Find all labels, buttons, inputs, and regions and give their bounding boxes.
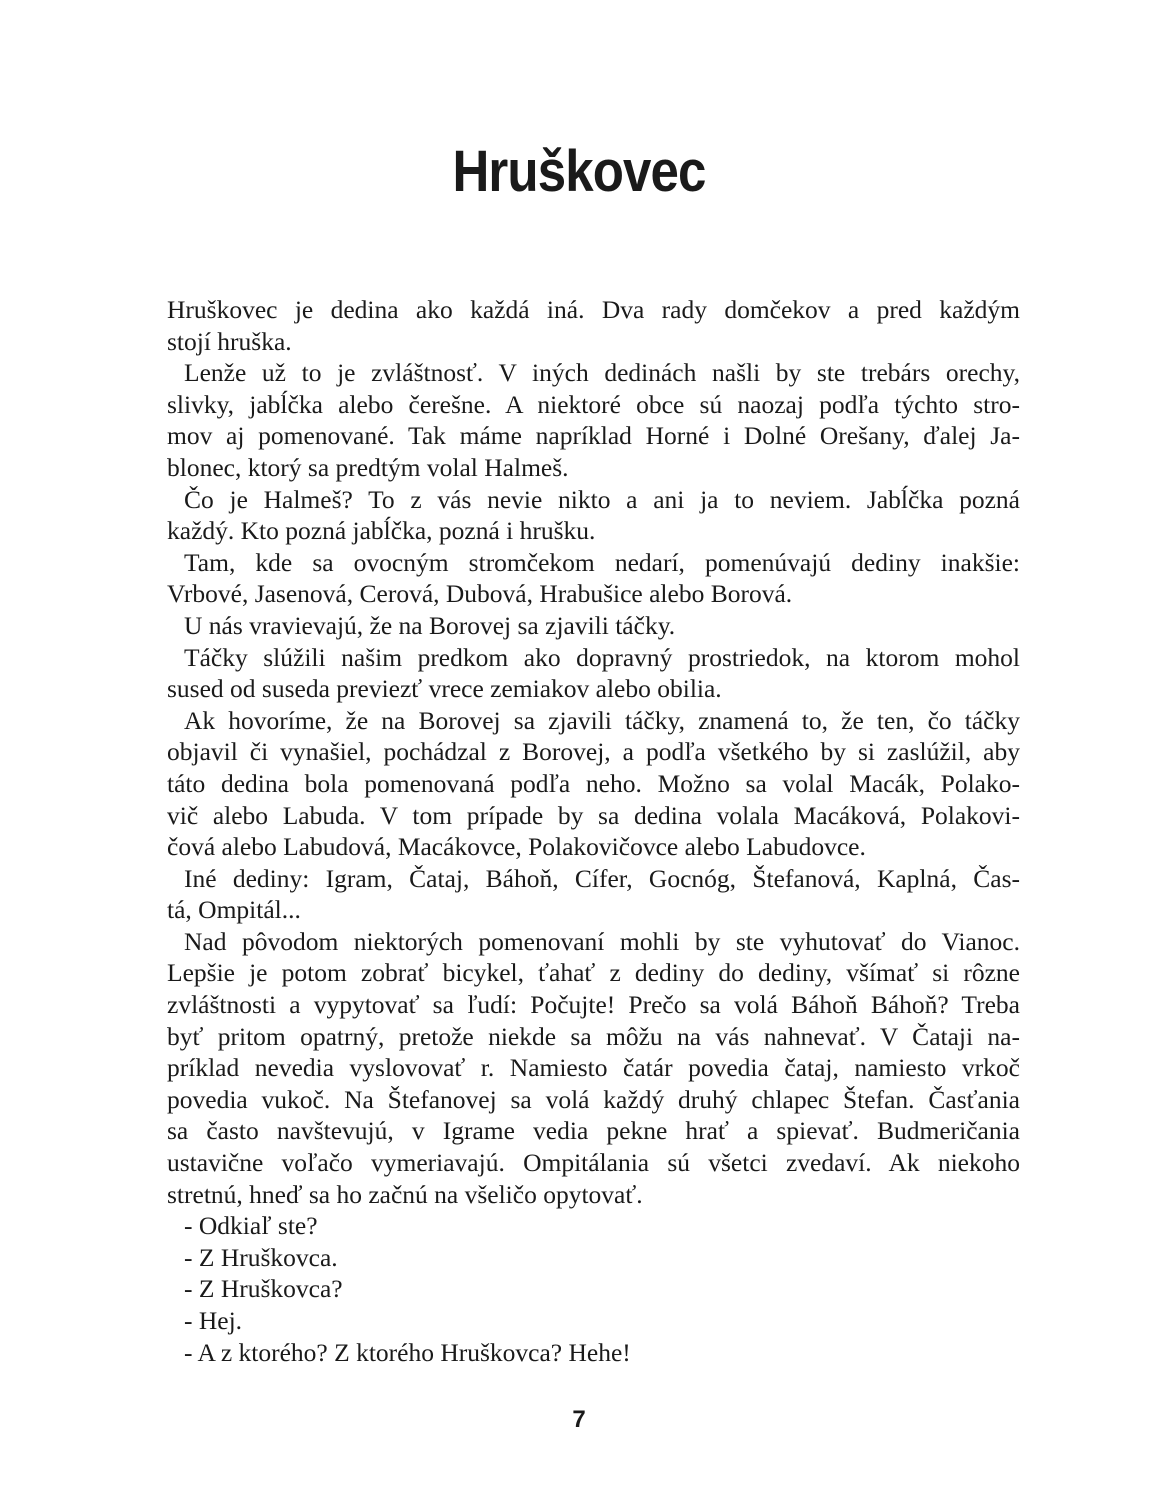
- text-line: vič alebo Labuda. V tom prípade by sa dedina volala Macáková, Polakovi-: [167, 800, 1020, 830]
- text-line: stretnú, hneď sa ho začnú na všeličo opytovať.: [167, 1179, 643, 1209]
- text-line: Nad pôvodom niektorých pomenovaní mohli by ste vyhutovať do Vianoc.: [184, 926, 1020, 956]
- text-line: Tam, kde sa ovocným stromčekom nedarí, pomenúvajú dediny inakšie:: [184, 547, 1020, 577]
- text-line: Ak hovoríme, že na Borovej sa zjavili táčky, znamená to, že ten, čo táčky: [184, 705, 1020, 735]
- text-line: stojí hruška.: [167, 326, 292, 356]
- text-line: Vrbové, Jasenová, Cerová, Dubová, Hrabušice alebo Borová.: [167, 579, 793, 609]
- text-line: blonec, ktorý sa predtým volal Halmeš.: [167, 452, 569, 482]
- text-line: táto dedina bola pomenovaná podľa neho. Možno sa volal Macák, Polako-: [167, 768, 1020, 798]
- text-line: každý. Kto pozná jabĺčka, pozná i hrušku.: [167, 516, 596, 546]
- text-line: sused od suseda previezť vrece zemiakov alebo obilia.: [167, 674, 722, 704]
- text-line: Táčky slúžili našim predkom ako dopravný prostriedok, na ktorom mohol: [184, 642, 1020, 672]
- dialog-line: - Z Hruškovca?: [184, 1274, 343, 1304]
- chapter-title: Hruškovec: [452, 139, 706, 204]
- text-line: Hruškovec je dedina ako každá iná. Dva rady domčekov a pred každým: [167, 295, 1020, 324]
- dialog-line: - Z Hruškovca.: [184, 1242, 338, 1272]
- text-line: tá, Ompitál...: [167, 895, 301, 925]
- text-line: Čo je Halmeš? To z vás nevie nikto a ani ja to neviem. Jabĺčka pozná: [184, 484, 1020, 514]
- dialog-line: - Hej.: [184, 1306, 243, 1335]
- chapter-body: [167, 294, 1020, 1368]
- text-line: slivky, jabĺčka alebo čerešne. A niektoré obce sú naozaj podľa týchto stro-: [167, 389, 1020, 419]
- text-line: Lepšie je potom zobrať bicykel, ťahať z dediny do dediny, všímať si rôzne: [167, 958, 1020, 988]
- dialog-line: - Odkiaľ ste?: [184, 1211, 318, 1241]
- text-line: príklad nevedia vyslovovať r. Namiesto čatár povedia čataj, namiesto vrkoč: [167, 1053, 1020, 1083]
- page-number: 7: [572, 1406, 586, 1433]
- text-line: zvláštnosti a vypytovať sa ľudí: Počujte! Prečo sa volá Báhoň Báhoň? Treba: [167, 990, 1020, 1020]
- text-line: povedia vukoč. Na Štefanovej sa volá každý druhý chlapec Štefan. Časťania: [167, 1084, 1020, 1114]
- text-line: Lenže už to je zvláštnosť. V iných dedinách našli by ste trebárs orechy,: [184, 358, 1020, 388]
- dialog-line: - A z ktorého? Z ktorého Hruškovca? Hehe!: [184, 1337, 631, 1367]
- text-line: byť pritom opatrný, pretože niekde sa môžu na vás nahnevať. V Čataji na-: [167, 1021, 1020, 1051]
- text-line: mov aj pomenované. Tak máme napríklad Horné i Dolné Orešany, ďalej Ja-: [167, 421, 1020, 451]
- text-line: sa často navštevujú, v Igrame vedia pekne hrať a spievať. Budmeričania: [167, 1116, 1020, 1146]
- text-line: Iné dediny: Igram, Čataj, Báhoň, Cífer, Gocnóg, Štefanová, Kaplná, Čas-: [184, 863, 1020, 893]
- text-line: objavil či vynašiel, pochádzal z Borovej, a podľa všetkého by si zaslúžil, aby: [167, 737, 1020, 767]
- text-line: čová alebo Labudová, Macákovce, Polakovičovce alebo Labudovce.: [167, 832, 866, 862]
- text-line: ustavične voľačo vymeriavajú. Ompitálania sú všetci zvedaví. Ak niekoho: [167, 1148, 1020, 1178]
- text-line: U nás vravievajú, že na Borovej sa zjavili táčky.: [184, 610, 676, 640]
